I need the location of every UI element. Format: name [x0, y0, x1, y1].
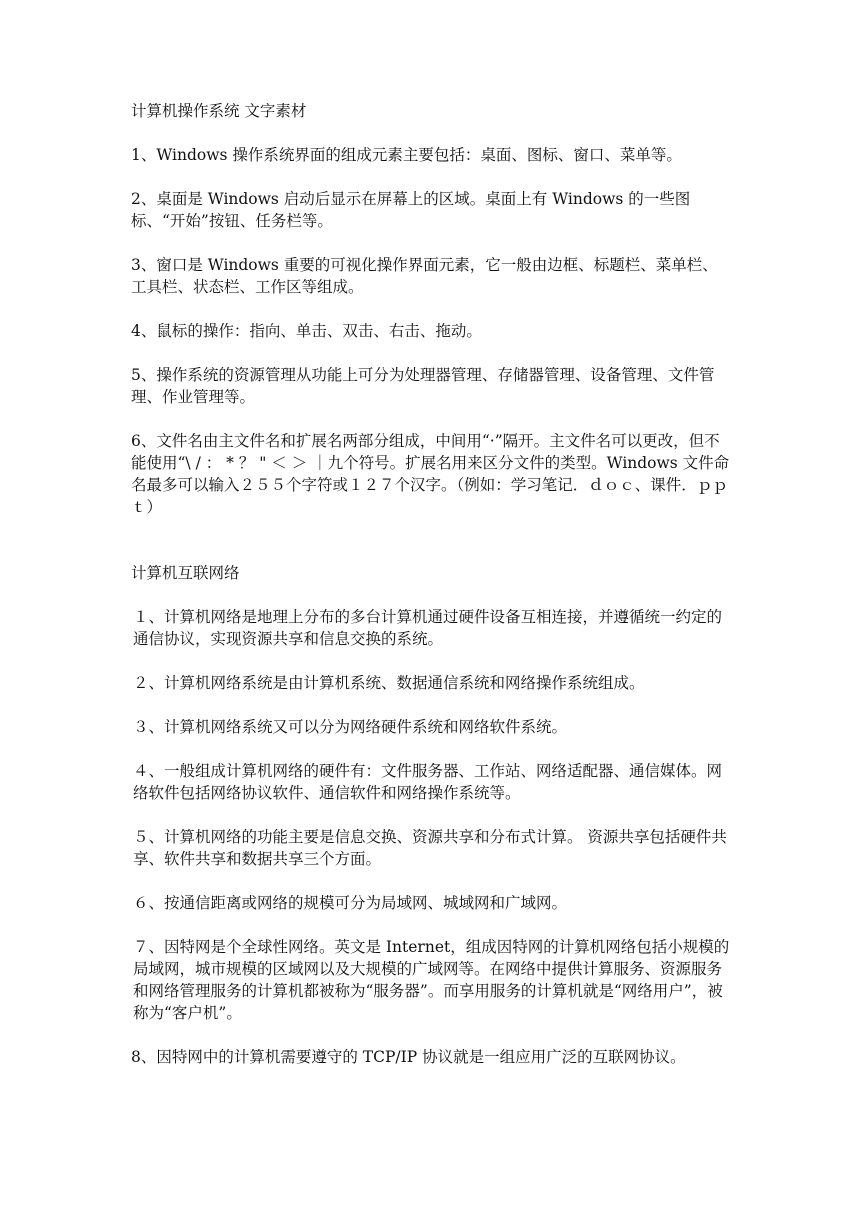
os-item-5: 5、操作系统的资源管理从功能上可分为处理器管理、存储器管理、设备管理、文件管理、作业管理等。: [131, 366, 715, 406]
os-item-4: 4、鼠标的操作：指向、单击、双击、右击、拖动。: [131, 322, 482, 340]
network-item-3: ３、计算机网络系统又可以分为网络硬件系统和网络软件系统。: [133, 718, 568, 736]
section-title-os: 计算机操作系统 文字素材: [131, 102, 307, 120]
os-item-6: 6、文件名由主文件名和扩展名两部分组成，中间用“·”隔开。主文件名可以更改，但不能使用“\ / ： * ？ " ＜ ＞ ｜九个符号。扩展名用来区分文件的类型。Windows 文件命名最多可以输入２５５个字符或１２７个汉字。（例如：学习笔记．ｄｏｃ、课件．ｐｐｔ）: [131, 432, 730, 516]
os-item-2: 2、桌面是 Windows 启动后显示在屏幕上的区域。桌面上有 Windows 的一些图标、“开始”按钮、任务栏等。: [131, 190, 691, 230]
section-title-network: 计算机互联网络: [131, 564, 240, 582]
os-item-1: 1、Windows 操作系统界面的组成元素主要包括：桌面、图标、窗口、菜单等。: [131, 146, 682, 164]
os-item-3: 3、窗口是 Windows 重要的可视化操作界面元素，它一般由边框、标题栏、菜单栏、工具栏、状态栏、工作区等组成。: [131, 256, 718, 296]
network-item-2: ２、计算机网络系统是由计算机系统、数据通信系统和网络操作系统组成。: [133, 674, 645, 692]
network-item-7: ７、因特网是个全球性网络。英文是 Internet，组成因特网的计算机网络包括小规模的局域网，城市规模的区域网以及大规模的广域网等。在网络中提供计算服务、资源服务和网络管理服务的计算机都被称为“服务器”。而享用服务的计算机就是“网络用户”，被称为“客户机”。: [133, 938, 730, 1022]
network-item-8: 8、因特网中的计算机需要遵守的 TCP/IP 协议就是一组应用广泛的互联网协议。: [131, 1048, 686, 1066]
network-item-4: ４、一般组成计算机网络的硬件有：文件服务器、工作站、网络适配器、通信媒体。网络软件包括网络协议软件、通信软件和网络操作系统等。: [133, 762, 723, 802]
document-page: [131, 100, 731, 1068]
network-item-1: １、计算机网络是地理上分布的多台计算机通过硬件设备互相连接，并遵循统一约定的通信协议，实现资源共享和信息交换的系统。: [133, 608, 723, 648]
network-item-5: ５、计算机网络的功能主要是信息交换、资源共享和分布式计算。 资源共享包括硬件共享、软件共享和数据共享三个方面。: [133, 828, 727, 868]
network-item-6: ６、按通信距离或网络的规模可分为局域网、城域网和广域网。: [133, 894, 568, 912]
